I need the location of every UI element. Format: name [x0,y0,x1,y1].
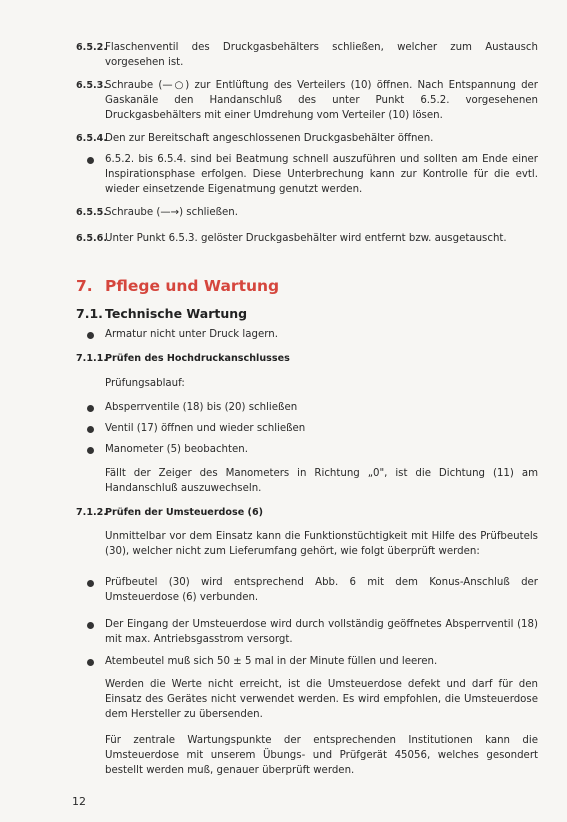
sub2-note-defect: Werden die Werte nicht erreicht, ist die Umsteuerdose defekt und darf für den Einsatz des Gerätes nicht verwendet werden. Es wird empfohlen, die Umsteuerdose dem Hersteller zu übersenden. [105,679,538,721]
item-number-6-5-5: 6.5.5. [76,207,107,218]
sub1-step: Absperrventile (18) bis (20) schließen [105,402,298,413]
sub2-number: 7.1.2. [76,507,107,518]
item-number-6-5-4: 6.5.4. [76,133,107,144]
bullet-dot [87,426,94,433]
item-text-6-5-6: Unter Punkt 6.5.3. gelöster Druckgasbehälter wird entfernt bzw. ausgetauscht. [105,233,507,244]
item-text-6-5-3: Schraube (—○) zur Entlüftung des Verteilers (10) öffnen. Nach Entspannung der Gaskanäle den Handanschluß des unter Punkt 6.5.2. vorgesehenen Druckgasbehälters mit einer Umdrehung vom Verteiler (10) lösen. [105,80,538,122]
item-text-6-5-5: Schraube (—→) schließen. [105,207,238,218]
item-text-6-5-4: Den zur Bereitschaft angeschlossenen Druckgasbehälter öffnen. [105,133,434,144]
storage-note: Armatur nicht unter Druck lagern. [105,329,278,340]
sub1-note: Fällt der Zeiger des Manometers in Richtung „0", ist die Dichtung (11) am Handanschluß auszuwechseln. [105,468,538,495]
subsection-number: 7.1. [76,306,103,321]
sub1-step: Ventil (17) öffnen und wieder schließen [105,423,306,434]
bullet-dot [87,622,94,629]
item-number-6-5-2: 6.5.2. [76,42,107,53]
bullet-dot [87,659,94,666]
bullet-dot [87,157,94,164]
procedure-note: 6.5.2. bis 6.5.4. sind bei Beatmung schnell auszuführen und sollten am Ende einer Inspirationsphase erfolgen. Diese Unterbrechung kann zur Kontrolle für die evtl. wieder einsetzende Eigenatmung genutzt werden. [105,154,538,196]
bullet-dot [87,447,94,454]
sub2-step: Prüfbeutel (30) wird entsprechend Abb. 6 mit dem Konus-Anschluß der Umsteuerdose (6) verbunden. [105,577,538,604]
section-title: Pflege und Wartung [105,277,280,295]
page-number: 12 [72,795,86,808]
section-number: 7. [76,277,93,295]
sub2-title: Prüfen der Umsteuerdose (6) [105,507,264,518]
item-number-6-5-3: 6.5.3. [76,80,107,91]
sub1-intro: Prüfungsablauf: [105,378,185,389]
subsection-title: Technische Wartung [105,306,248,321]
sub1-title: Prüfen des Hochdruckanschlusses [105,353,290,364]
sub1-step: Manometer (5) beobachten. [105,444,248,455]
sub2-intro: Unmittelbar vor dem Einsatz kann die Funktionstüchtigkeit mit Hilfe des Prüfbeutels (30), welcher nicht zum Lieferumfang gehört, wie folgt überprüft werden: [105,531,538,558]
sub1-number: 7.1.1. [76,353,107,364]
bullet-dot [87,405,94,412]
sub2-note-service: Für zentrale Wartungspunkte der entsprechenden Institutionen kann die Umsteuerdose mit unserem Übungs- und Prüfgerät 45056, welches gesondert bestellt werden muß, genauer überprüft werden. [105,735,538,777]
bullet-dot [87,332,94,339]
sub2-step: Der Eingang der Umsteuerdose wird durch vollständig geöffnetes Absperrventil (18) mit max. Antriebsgasstrom versorgt. [105,619,538,646]
item-text-6-5-2: Flaschenventil des Druckgasbehälters schließen, welcher zum Austausch vorgesehen ist. [105,42,538,69]
item-number-6-5-6: 6.5.6. [76,233,107,244]
bullet-dot [87,580,94,587]
sub2-step: Atembeutel muß sich 50 ± 5 mal in der Minute füllen und leeren. [105,656,438,667]
